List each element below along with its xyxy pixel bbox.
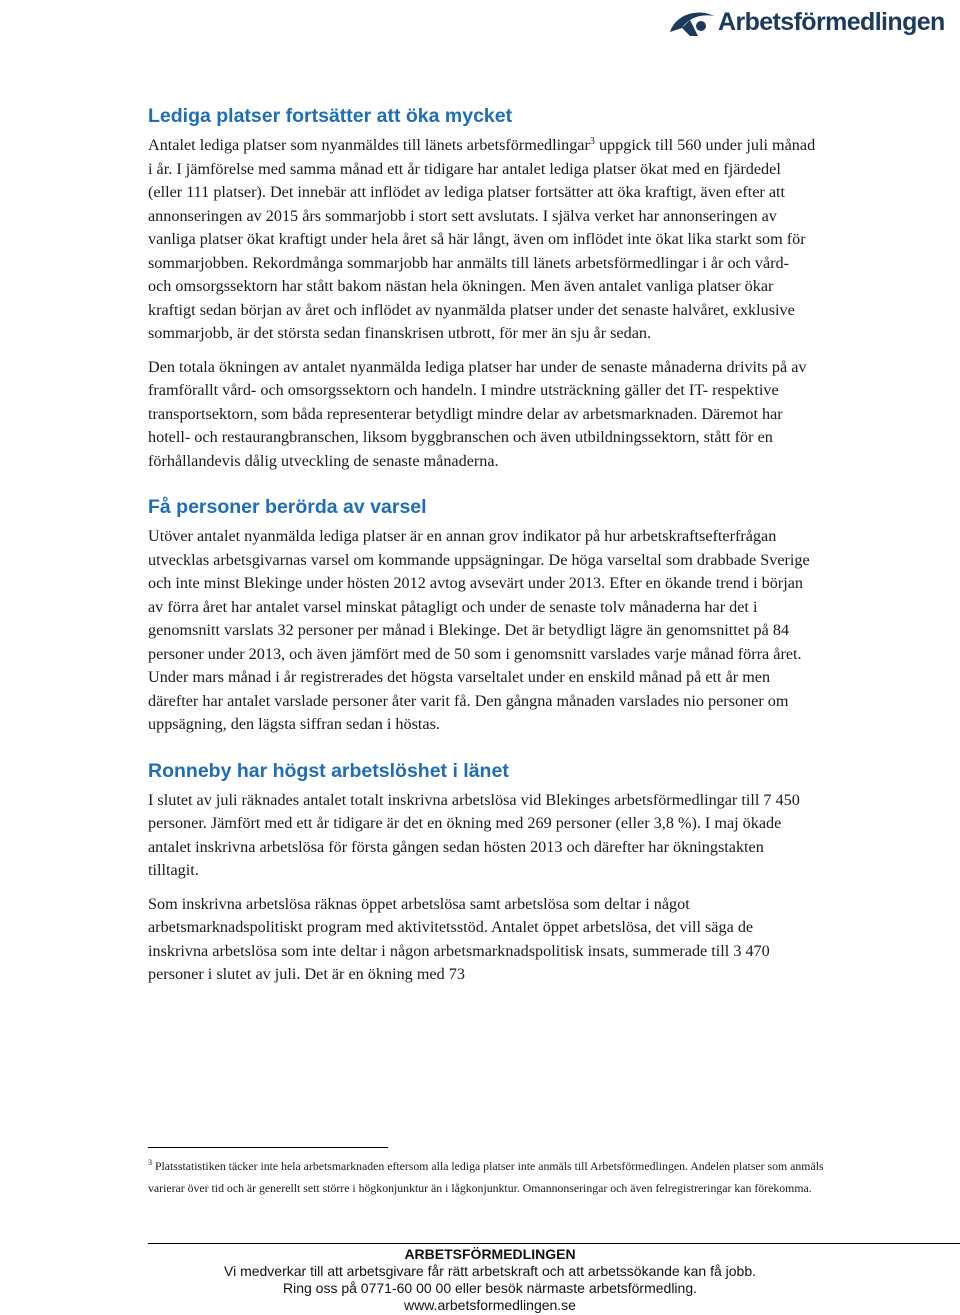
footnote (148, 1155, 828, 1199)
section-heading: Lediga platser fortsätter att öka mycket (148, 105, 513, 127)
logo-text: Arbetsförmedlingen (718, 7, 945, 36)
arbetsformedlingen-logo-icon (668, 6, 716, 38)
page-footer (150, 1246, 830, 1314)
footnote-divider (148, 1147, 388, 1148)
footer-org: ARBETSFÖRMEDLINGEN (404, 1246, 576, 1262)
footnote-text: Platsstatistiken täcker inte hela arbetsmarknaden eftersom alla lediga platser inte anmäls till Arbetsförmedlingen. Andelen platser som anmäls varierar över tid och är generellt sett större i högkonjunktur än i lågkonjunktur. Omannonseringar och även felregistreringar kan förekomma. (148, 1159, 824, 1195)
paragraph: Utöver antalet nyanmälda lediga platser är en annan grov indikator på hur arbetskraftsefterfrågan utvecklas arbetsgivarnas varsel om kommande uppsägningar. De höga varseltal som drabbade Sverige och inte minst Blekinge under hösten 2012 avtog avsevärt under 2013. Efter en ökande trend i början av förra året har antalet varsel minskat påtagligt och under de senaste tolv månaderna har det i genomsnitt varslats 32 personer per månad i Blekinge. Det är betydligt lägre än genomsnittet på 84 personer under 2013, och även jämfört med de 50 som i genomsnitt varslades varje månad förra året. Under mars månad i år registrerades det högsta varseltalet under en enskild månad på ett år men därefter har antalet varslade personer åter varit få. Den gångna månaden varslades nio personer om uppsägning, den lägsta siffran sedan i höstas. (148, 527, 810, 733)
paragraph: Den totala ökningen av antalet nyanmälda lediga platser har under de senaste månaderna drivits på av framförallt vård- och omsorgssektorn och handeln. I mindre utsträckning gäller det IT- respektive transportsektorn, som båda representerar betydligt mindre delar av arbetsmarknaden. Däremot har hotell- och restaurangbranschen, liksom byggbranschen och även utbildningssektorn, stått för en förhållandevis dålig utveckling de senaste månaderna. (148, 357, 807, 470)
footer-divider (148, 1243, 960, 1244)
paragraph: Som inskrivna arbetslösa räknas öppet arbetslösa samt arbetslösa som deltar i något arbetsmarknadspolitiskt program med aktivitetsstöd. Antalet öppet arbetslösa, det vill säga de inskrivna arbetslösa som inte deltar i någon arbetsmarknadspolitisk insats, summerade till 3 470 personer i slutet av juli. Det är en ökning med 73 (148, 894, 770, 983)
paragraph: I slutet av juli räknades antalet totalt inskrivna arbetslösa vid Blekinges arbetsförmedlingar till 7 450 personer. Jämfört med ett år tidigare är det en ökning med 269 personer (eller 3,8 %). I maj ökade antalet inskrivna arbetslösa för första gången sedan hösten 2013 och därefter har ökningstakten tilltagit. (148, 790, 800, 879)
footnote-marker: 3 (148, 1158, 152, 1167)
footnote-reference[interactable]: 3 (589, 136, 595, 147)
logo (668, 4, 950, 40)
section-heading: Få personer berörda av varsel (148, 496, 427, 518)
paragraph-text: Antalet lediga platser som nyanmäldes till länets arbetsförmedlingar (148, 136, 590, 154)
document-body (148, 104, 816, 987)
paragraph (148, 134, 816, 346)
footer-contact: Ring oss på 0771-60 00 00 eller besök närmaste arbetsförmedling. (282, 1280, 698, 1296)
footer-tagline: Vi medverkar till att arbetsgivare får rätt arbetskraft och att arbetssökande kan få jobb. (223, 1263, 756, 1279)
footer-website-link[interactable]: www.arbetsformedlingen.se (404, 1297, 576, 1313)
paragraph-text: uppgick till 560 under juli månad i år. I jämförelse med samma månad ett år tidigare har antalet lediga platser ökat med en fjärdedel (eller 111 platser). Det innebär att inflödet av lediga platser fortsätter att öka kraftigt, även efter att annonseringen av 2015 års sommarjobb i stort sett avslutats. I själva verket har annonseringen av vanliga platser ökat kraftigt under hela året så här långt, även om inflödet inte ökat lika starkt som för sommarjobben. Rekordmånga sommarjobb har anmälts till länets arbetsförmedlingar i år och vård- och omsorgssektorn har stått bakom nästan hela ökningen. Men även antalet vanliga platser ökar kraftigt sedan början av året och inflödet av nyanmälda platser under det senaste halvåret, exklusive sommarjobb, är det största sedan finanskrisen utbrott, för mer än sju år sedan. (148, 136, 816, 342)
section-heading: Ronneby har högst arbetslöshet i länet (148, 759, 509, 782)
